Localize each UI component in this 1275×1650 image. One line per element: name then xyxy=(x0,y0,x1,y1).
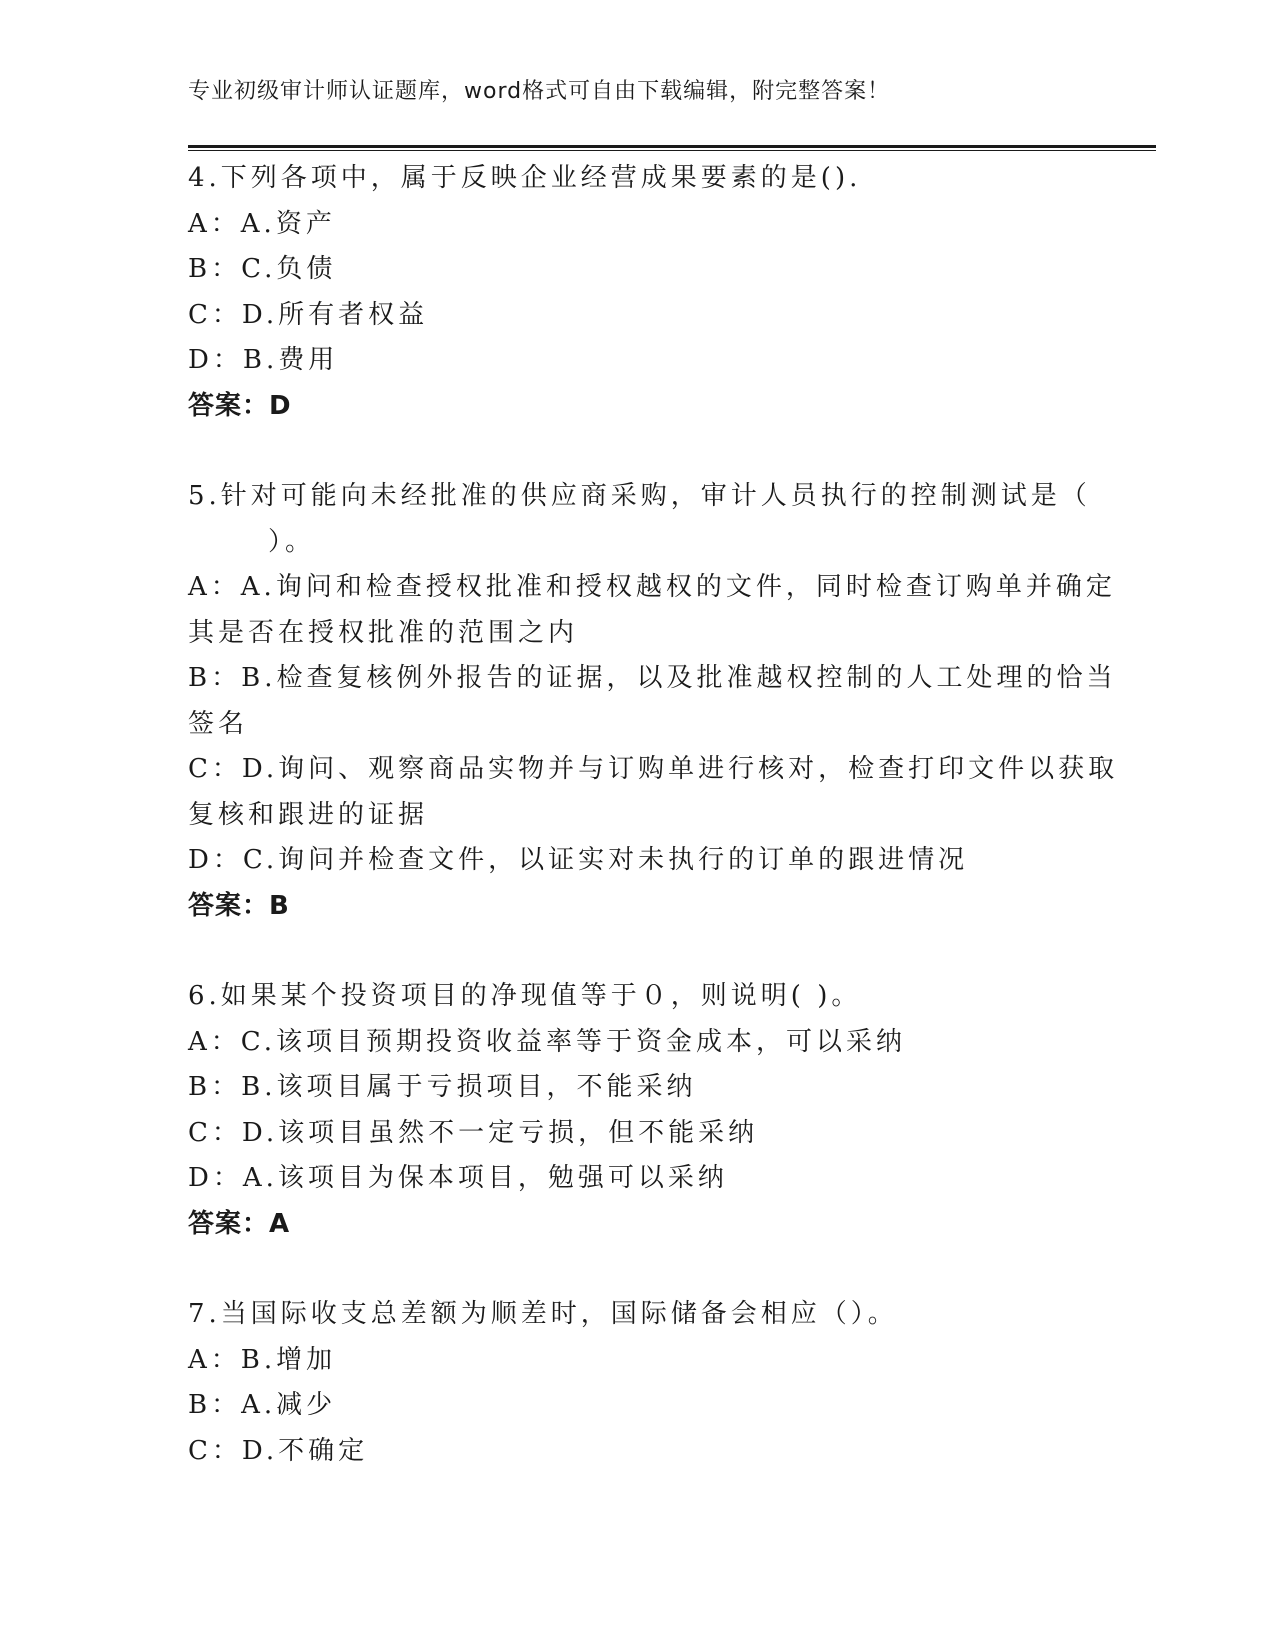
option-c: C：D.不确定 xyxy=(188,1435,369,1466)
header-rule-thin xyxy=(188,150,1156,151)
option-b: B：B.该项目属于亏损项目，不能采纳 xyxy=(188,1072,697,1102)
option-b: B：B.检查复核例外报告的证据，以及批准越权控制的人工处理的恰当 xyxy=(188,663,1117,693)
page-header: 专业初级审计师认证题库，word格式可自由下载编辑，附完整答案！ xyxy=(188,79,891,104)
question-stem-continued: ）。 xyxy=(268,526,316,557)
answer: 答案：B xyxy=(188,890,290,921)
answer: 答案：A xyxy=(188,1208,291,1239)
option-a: A：A.资产 xyxy=(188,208,336,239)
answer: 答案：D xyxy=(188,390,292,421)
option-a: A：B.增加 xyxy=(188,1344,337,1375)
option-d: D：C.询问并检查文件，以证实对未执行的订单的跟进情况 xyxy=(188,845,969,875)
option-d: D：A.该项目为保本项目，勉强可以采纳 xyxy=(188,1163,728,1193)
option-b: B：A.减少 xyxy=(188,1390,337,1420)
option-b-continued: 签名 xyxy=(188,708,249,739)
question-6 xyxy=(188,974,1068,1247)
question-7 xyxy=(188,1292,1068,1474)
option-c: C：D.询问、观察商品实物并与订购单进行核对，检查打印文件以获取 xyxy=(188,754,1119,784)
question-gap xyxy=(188,1247,1068,1292)
header-rule-thick xyxy=(188,145,1156,148)
question-stem: 4.下列各项中，属于反映企业经营成果要素的是(). xyxy=(188,163,862,193)
question-stem: 5.针对可能向未经批准的供应商采购，审计人员执行的控制测试是（ xyxy=(188,481,1091,511)
option-c-continued: 复核和跟进的证据 xyxy=(188,799,429,830)
question-gap xyxy=(188,429,1068,474)
option-a: A：C.该项目预期投资收益率等于资金成本，可以采纳 xyxy=(188,1026,907,1057)
document-page xyxy=(188,0,1168,1650)
option-a: A：A.询问和检查授权批准和授权越权的文件，同时检查订购单并确定 xyxy=(188,572,1116,602)
question-stem: 6.如果某个投资项目的净现值等于０，则说明( )。 xyxy=(188,981,862,1011)
question-5 xyxy=(188,474,1119,929)
option-d: D：B.费用 xyxy=(188,345,339,375)
question-stem: 7.当国际收支总差额为顺差时，国际储备会相应（）。 xyxy=(188,1299,898,1329)
option-b: B：C.负债 xyxy=(188,254,337,284)
question-4 xyxy=(188,156,1068,429)
option-a-continued: 其是否在授权批准的范围之内 xyxy=(188,617,579,648)
option-c: C：D.所有者权益 xyxy=(188,299,429,330)
question-gap xyxy=(188,929,1068,974)
option-c: C：D.该项目虽然不一定亏损，但不能采纳 xyxy=(188,1117,759,1148)
question-list xyxy=(188,156,1119,1474)
